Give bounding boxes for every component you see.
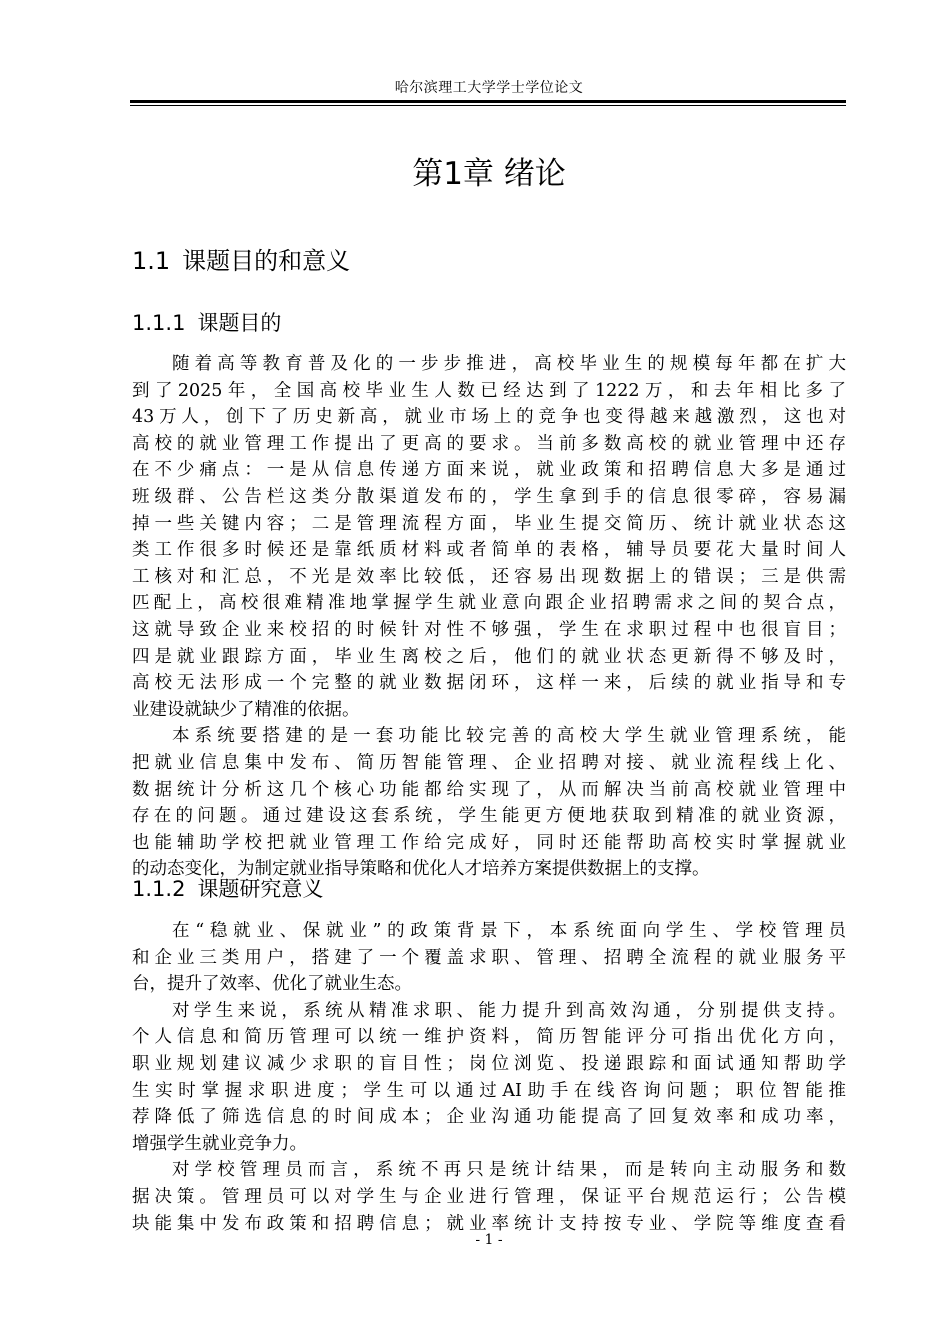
header-rule-thick [130,100,846,103]
section-heading-1-1-2 [132,873,323,905]
text-line: 据决策。管理员可以对学生与企业进行管理，保证平台规范运行；公告模 [132,1186,846,1207]
text-line: 工核对和汇总，不光是效率比较低，还容易出现数据上的错误；三是供需 [132,566,846,587]
text-line: 增强学生就业竞争力。 [132,1133,307,1154]
text-line: 高校的就业管理工作提出了更高的要求。当前多数高校的就业管理中还存 [132,433,846,454]
text-line: 荐降低了筛选信息的时间成本；企业沟通功能提高了回复效率和成功率， [132,1107,846,1128]
section-title: 课题目的和意义 [182,247,351,275]
text-line: 存在的问题。通过建设这套系统，学生能更方便地获取到精准的就业资源， [132,806,846,827]
text-line: 职业规划建议减少求职的盲目性；岗位浏览、投递跟踪和面试通知帮助学 [132,1053,846,1074]
page-number: - 1 - [475,1232,503,1248]
chapter-title: 第1章 绪论 [412,156,566,192]
section-number: 1.1.2 [132,877,186,901]
text-line: 类工作很多时候还是靠纸质材料或者简单的表格，辅导员要花大量时间人 [132,540,846,561]
text-line: 在不少痛点：一是从信息传递方面来说，就业政策和招聘信息大多是通过 [132,460,846,481]
text-line: 掉一些关键内容；二是管理流程方面，毕业生提交简历、统计就业状态这 [132,513,846,534]
text-line: 数据统计分析这几个核心功能都给实现了，从而解决当前高校就业管理中 [132,779,846,800]
text-line: 匹配上，高校很难精准地掌握学生就业意向跟企业招聘需求之间的契合点， [132,593,846,614]
text-line: 班级群、公告栏这类分散渠道发布的，学生拿到手的信息很零碎，容易漏 [132,486,846,507]
section-number: 1.1.1 [132,311,186,335]
text-line: 生实时掌握求职进度；学生可以通过AI助手在线咨询问题；职位智能推 [132,1080,846,1101]
text-line: 高校无法形成一个完整的就业数据闭环，这样一来，后续的就业指导和专 [132,673,846,694]
text-line: 和企业三类用户，搭建了一个覆盖求职、管理、招聘全流程的就业服务平 [132,947,846,968]
text-line: 随着高等教育普及化的一步步推进，高校毕业生的规模每年都在扩大 [172,354,846,374]
text-line: 的动态变化，为制定就业指导策略和优化人才培养方案提供数据上的支撑。 [132,859,710,880]
section-heading-1-1-1 [132,307,281,339]
section-title: 课题目的 [197,311,282,335]
text-line: 本系统要搭建的是一套功能比较完善的高校大学生就业管理系统，能 [172,726,846,747]
body-text-1-1-1 [132,351,846,883]
text-line: 对学校管理员而言，系统不再只是统计结果，而是转向主动服务和数 [172,1160,846,1181]
text-line: 业建设就缺少了精准的依据。 [132,699,360,720]
running-header: 哈尔滨理工大学学士学位论文 [394,80,584,96]
text-line: 到了2025年，全国高校毕业生人数已经达到了1222万，和去年相比多了 [132,380,846,401]
section-title: 课题研究意义 [197,877,324,901]
text-line: 在“稳就业、保就业”的政策背景下，本系统面向学生、学校管理员 [172,921,846,941]
header-rule-thin [130,105,846,106]
text-line: 四是就业跟踪方面，毕业生离校之后，他们的就业状态更新得不够及时， [132,646,846,667]
text-line: 这就导致企业来校招的时候针对性不够强，学生在求职过程中也很盲目； [132,619,846,640]
section-heading-1-1 [132,243,350,279]
text-line: 43万人，创下了历史新高，就业市场上的竞争也变得越来越激烈，这也对 [132,407,846,428]
section-number: 1.1 [132,247,171,275]
body-text-1-1-2 [132,918,846,1237]
text-line: 对学生来说，系统从精准求职、能力提升到高效沟通，分别提供支持。 [172,1000,846,1021]
text-line: 也能辅助学校把就业管理工作给完成好，同时还能帮助高校实时掌握就业 [132,832,846,853]
text-line: 块能集中发布政策和招聘信息；就业率统计支持按专业、学院等维度查看 [132,1213,846,1234]
text-line: 台，提升了效率、优化了就业生态。 [132,974,412,995]
text-line: 把就业信息集中发布、简历智能管理、企业招聘对接、就业流程线上化、 [132,752,846,773]
text-line: 个人信息和简历管理可以统一维护资料，简历智能评分可指出优化方向， [132,1027,846,1048]
